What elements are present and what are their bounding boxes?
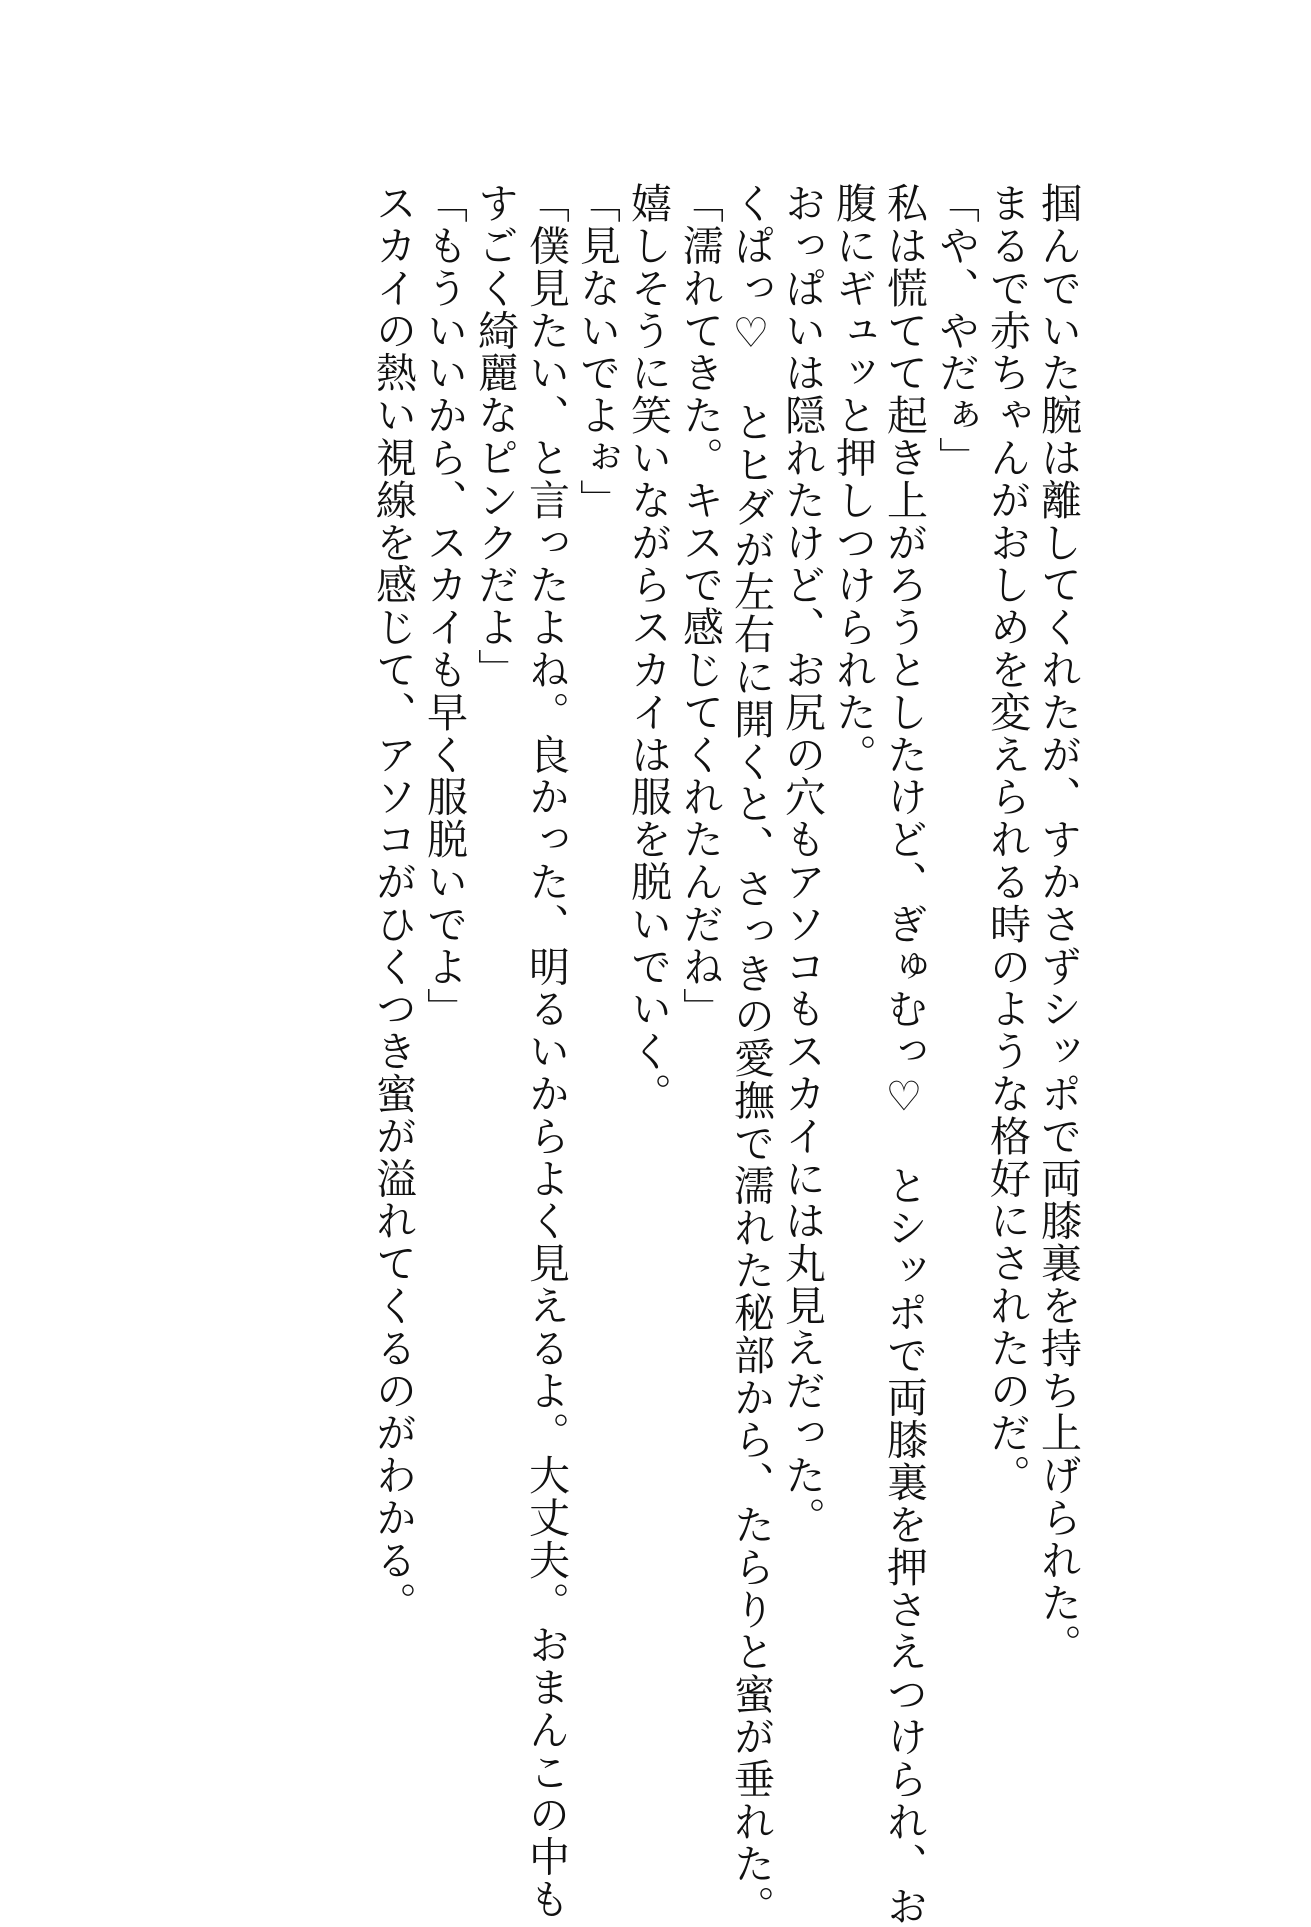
text-line: 掴んでいた腕は離してくれたが、すかさずシッポで両膝裏を持ち上げられた。	[1034, 182, 1082, 1666]
text-line: 嬉しそうに笑いながらスカイは服を脱いでいく。	[624, 182, 672, 1115]
text-line: すごく綺麗なピンクだよ」	[471, 182, 519, 691]
text-line: 「僕見たい、と言ったよね。良かった、明るいからよく見えるよ。大丈夫。おまんこの中も	[522, 182, 570, 1921]
text-line: 腹にギュッと押しつけられた。	[829, 182, 877, 776]
text-line: スカイの熱い視線を感じて、アソコがひくつき蜜が溢れてくるのがわかる。	[369, 182, 417, 1624]
text-line: まるで赤ちゃんがおしめを変えられる時のような格好にされたのだ。	[983, 182, 1031, 1497]
text-line: 「や、やだぁ」	[932, 182, 980, 479]
text-line: 私は慌てて起き上がろうとしたけど、ぎゅむっ♡ とシッポで両膝裏を押さえつけられ、お	[880, 182, 928, 1927]
text-line: おっぱいは隠れたけど、お尻の穴もアソコもスカイには丸見えだった。	[778, 182, 826, 1539]
text-line: 「濡れてきた。キスで感じてくれたんだね」	[676, 182, 724, 1030]
vertical-text-block	[0, 182, 1311, 1927]
text-line: くぱっ♡ とヒダが左右に開くと、さっきの愛撫で濡れた秘部から、たらりと蜜が垂れた。	[727, 182, 775, 1927]
text-line: 「もういいから、スカイも早く服脱いでよ」	[420, 182, 468, 1030]
text-line: 「見ないでよぉ」	[573, 182, 621, 522]
